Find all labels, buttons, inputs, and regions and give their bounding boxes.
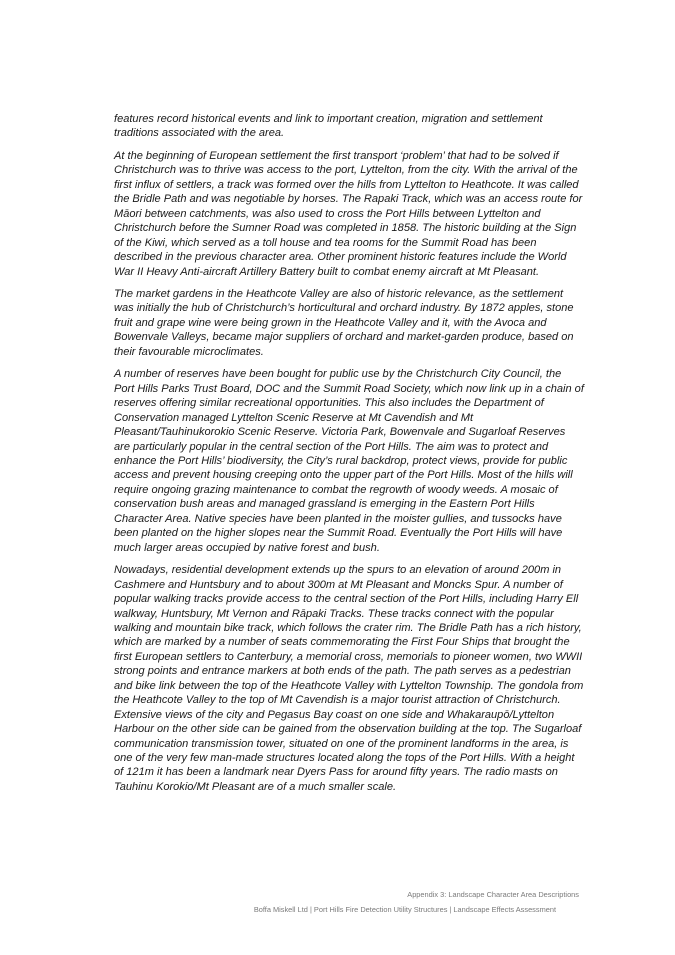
footer-company-line: Boffa Miskell Ltd | Port Hills Fire Detection Utility Structures | Landscape Effects Assessment <box>253 905 556 914</box>
paragraph-transport-history: At the beginning of European settlement the first transport ‘problem’ that had to be solved if Christchurch was to thrive was access to the port, Lyttelton, from the city. With the arrival of the first influx of settlers, a track was formed over the hills from Lyttelton to Heathcote. It was called the Bridle Path and was negotiable by horses. The Rapaki Track, which was an access route for Māori between catchments, was also used to cross the Port Hills between Lyttelton and Christchurch before the Sumner Road was completed in 1858. The historic building at the Sign of the Kiwi, which served as a toll house and tea rooms for the Summit Road has been described in the previous character area. Other prominent historic features include the World War II Heavy Anti-aircraft Artillery Battery built to combat enemy aircraft at Mt Pleasant. <box>114 149 583 278</box>
paragraph-continuation: features record historical events and link to important creation, migration and settlement traditions associated with the area. <box>114 113 543 140</box>
paragraph-market-gardens: The market gardens in the Heathcote Valley are also of historic relevance, as the settlement was initially the hub of Christchurch’s horticultural and orchard industry. By 1872 apples, stone fruit and grape wine were being grown in the Heathcote Valley and it, with the Avoca and Bowenvale Valleys, became major suppliers of orchard and market-garden produce, based on their favourable microclimates. <box>114 287 574 358</box>
body-text <box>114 112 584 802</box>
paragraph-reserves: A number of reserves have been bought for public use by the Christchurch City Council, the Port Hills Parks Trust Board, DOC and the Summit Road Society, which now link up in a chain of reserves offering similar recreational opportunities. This also includes the Department of Conservation managed Lyttelton Scenic Reserve at Mt Cavendish and Mt Pleasant/Tauhinukorokio Scenic Reserve. Victoria Park, Bowenvale and Sugarloaf Reserves are particularly popular in the central section of the Port Hills. The aim was to protect and enhance the Port Hills’ biodiversity, the City’s rural backdrop, protect views, provide for public access and prevent housing creeping onto the upper part of the Port Hills. Most of the hills will require ongoing grazing maintenance to combat the regrowth of woody weeds. A mosaic of conservation bush areas and managed grassland is emerging in the Eastern Port Hills Character Area. Native species have been planted in the moister gullies, and tussocks have been planted on the higher slopes near the Summit Road. Eventually the Port Hills will have much larger areas occupied by native forest and bush. <box>114 368 584 554</box>
footer-appendix-title: Appendix 3: Landscape Character Area Descriptions <box>407 890 579 899</box>
paragraph-residential-development: Nowadays, residential development extends up the spurs to an elevation of around 200m in Cashmere and Huntsbury and to about 300m at Mt Pleasant and Moncks Spur. A number of popular walking tracks provide access to the central section of the Port Hills, including Harry Ell walkway, Huntsbury, Mt Vernon and Rāpaki Tracks. These tracks connect with the popular walking and mountain bike track, which follows the crater rim. The Bridle Path has a rich history, which are marked by a number of seats commemorating the First Four Ships that brought the first European settlers to Canterbury, a memorial cross, memorials to pioneer women, two WWII strong points and entrance markers at both ends of the path. The path serves as a pedestrian and bike link between the top of the Heathcote Valley with Lyttelton Township. The gondola from the Heathcote Valley to the top of Mt Cavendish is a major tourist attraction of Christchurch. Extensive views of the city and Pegasus Bay coast on one side and Whakaraupō/Lyttelton Harbour on the other side can be gained from the observation building at the top. The Sugarloaf communication transmission tower, situated on one of the prominent landforms in the area, is one of the very few man-made structures located along the tops of the Port Hills. With a height of 121m it has been a landmark near Dyers Pass for around fifty years. The radio masts on Tauhinu Korokio/Mt Pleasant are of a much smaller scale. <box>114 564 584 793</box>
